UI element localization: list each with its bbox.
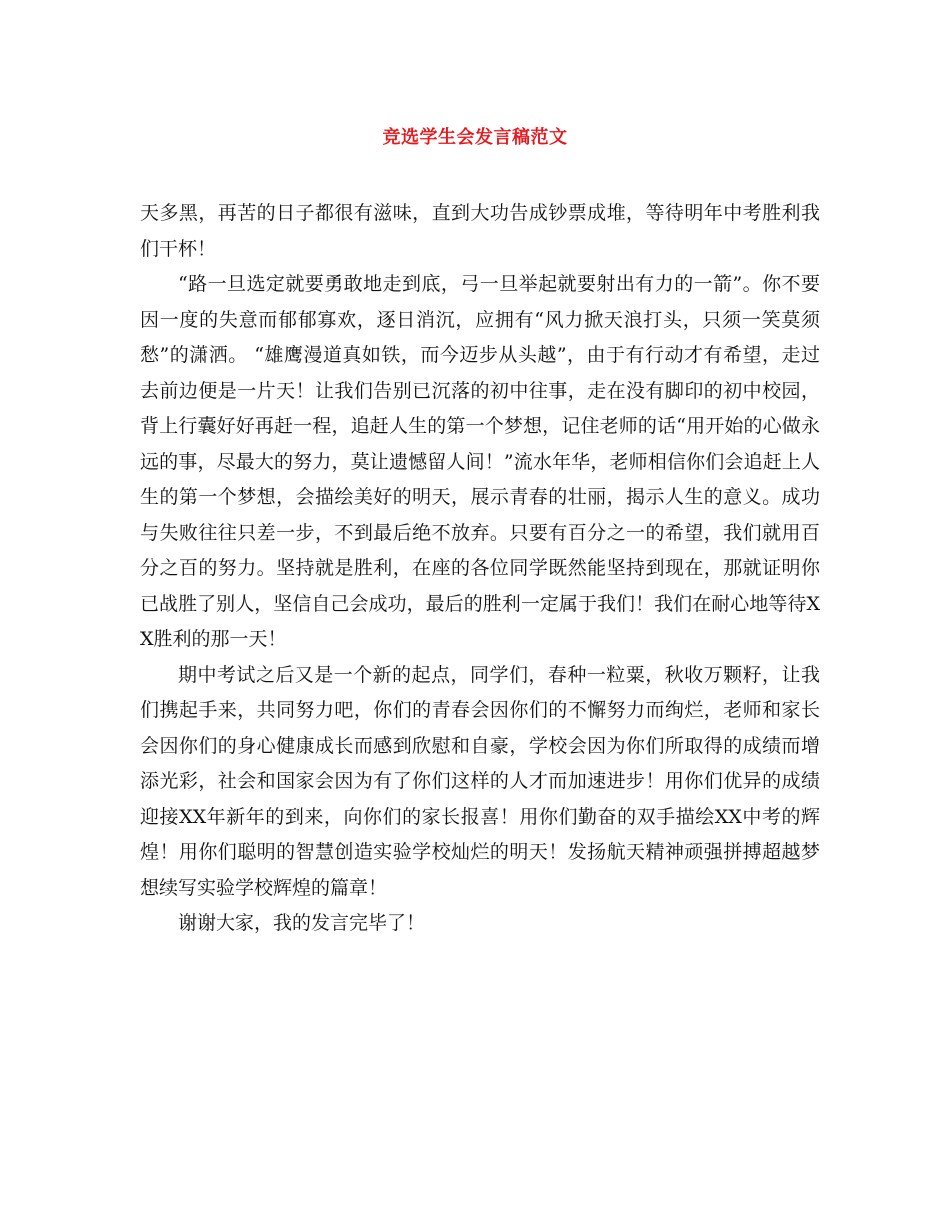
paragraph-closing: 谢谢大家，我的发言完毕了！: [178, 912, 426, 934]
document-body: [140, 196, 820, 942]
paragraph-encouragement: “路一旦选定就要勇敢地走到底，弓一旦举起就要射出有力的一箭”。你不要因一度的失意而郁郁寡欢，逐日消沉，应拥有“风力掀天浪打头，只须一笑莫须愁”的潇洒。 “雄鹰漫道真如铁，而今迈步从头越”，由于有行动才有希望，走过去前边便是一片天！让我们告别已沉落的初中往事，走在没有脚印的初中校园，背上行囊好好再赶一程，追赶人生的第一个梦想，记住老师的话“用开始的心做永远的事，尽最大的努力，莫让遗憾留人间！”流水年华，老师相信你们会追赶上人生的第一个梦想，会描绘美好的明天，展示青春的壮丽，揭示人生的意义。成功与失败往往只差一步，不到最后绝不放弃。只要有百分之一的希望，我们就用百分之百的努力。坚持就是胜利，在座的各位同学既然能坚持到现在，那就证明你已战胜了别人，坚信自己会成功，最后的胜利一定属于我们！我们在耐心地等待XX胜利的那一天！: [140, 273, 820, 650]
paragraph-new-start: 期中考试之后又是一个新的起点，同学们，春种一粒粟，秋收万颗籽，让我们携起手来，共同努力吧，你们的青春会因你们的不懈努力而绚烂，老师和家长会因你们的身心健康成长而感到欣慰和自豪，学校会因为你们所取得的成绩而增添光彩，社会和国家会因为有了你们这样的人才而加速进步！用你们优异的成绩迎接XX年新年的到来，向你们的家长报喜！用你们勤奋的双手描绘XX中考的辉煌！用你们聪明的智慧创造实验学校灿烂的明天！发扬航天精神顽强拼搏超越梦想续写实验学校辉煌的篇章！: [140, 663, 820, 899]
paragraph-continuation: 天多黑，再苦的日子都很有滋味，直到大功告成钞票成堆，等待明年中考胜利我们干杯！: [140, 202, 820, 260]
document-title: 竞选学生会发言稿范文: [382, 127, 568, 148]
